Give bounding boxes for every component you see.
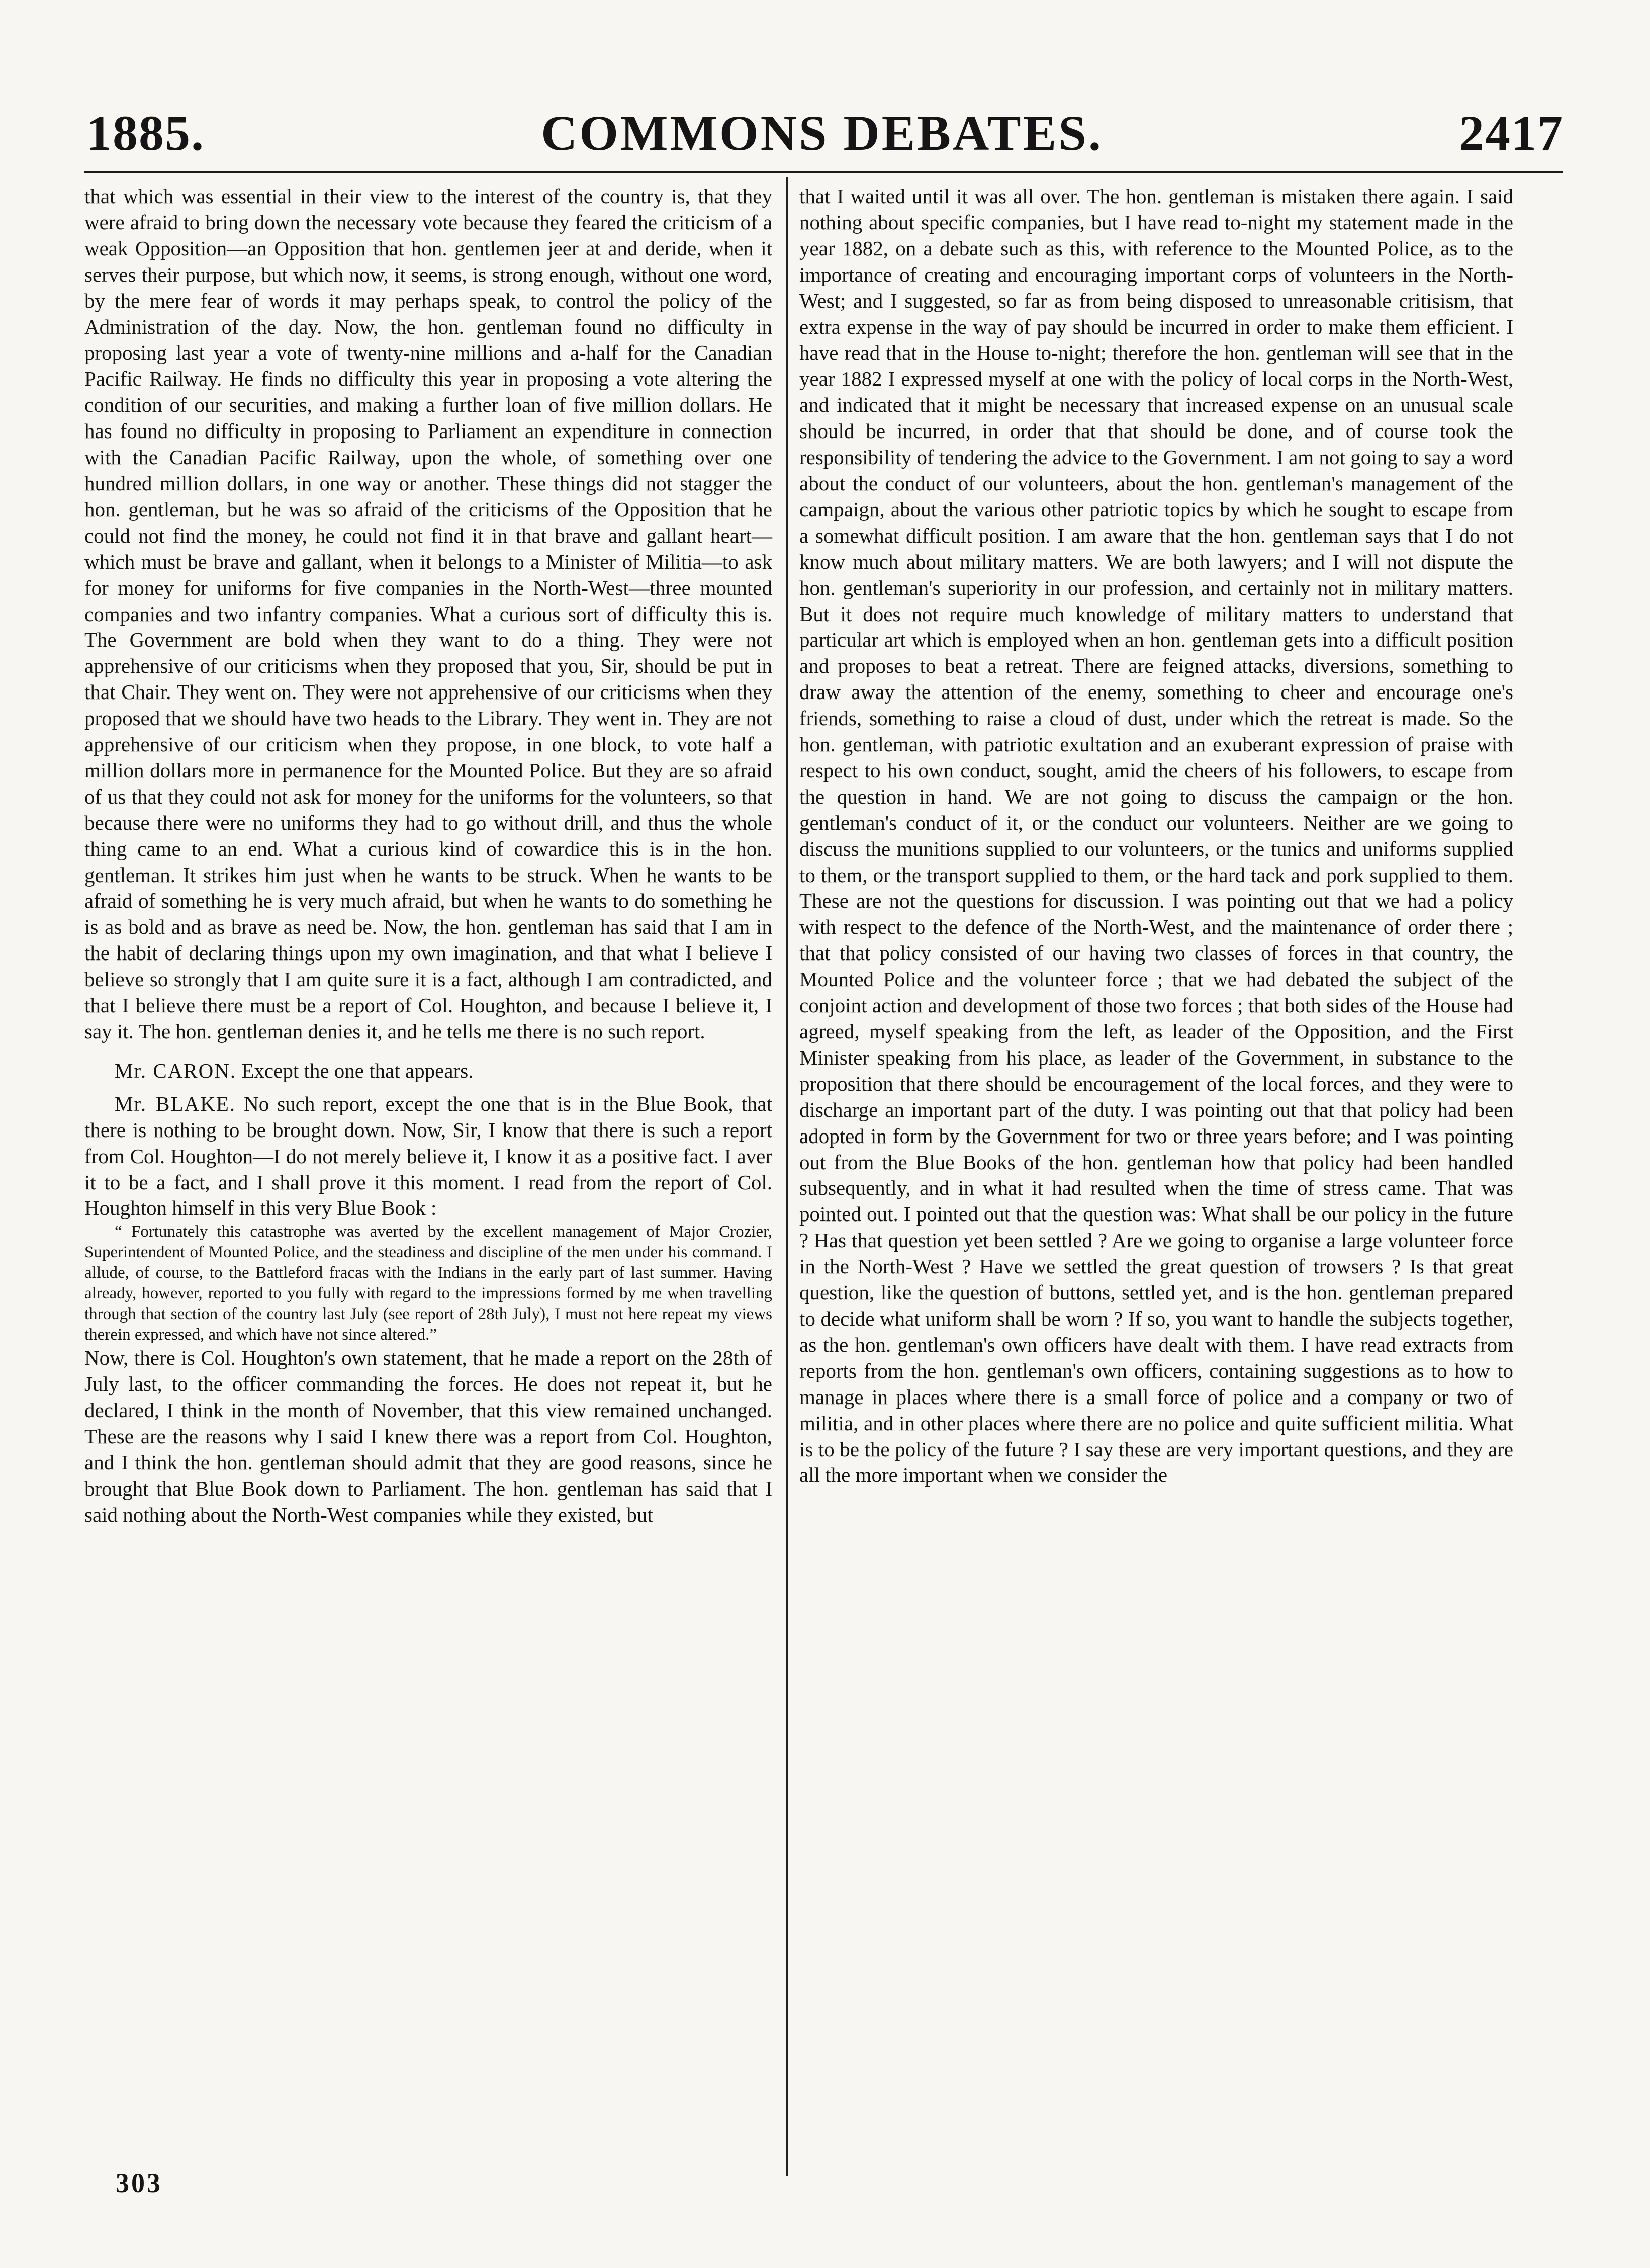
page-header (80, 103, 1564, 168)
header-rule (84, 171, 1563, 173)
speech-text: No such report, except the one that is in the Blue Book, that there is nothing to be brought down. Now, Sir, I know that there is such a report from Col. Houghton—I do not merely believe it, I know it as a positive fact. I aver it to be a fact, and I shall prove it this moment. I read from the report of Col. Houghton himself in this very Blue Book : (84, 1092, 773, 1220)
block-quote: “ Fortunately this catastrophe was averted by the excellent management of Major Crozier, Superintendent of Mounted Police, and the steadiness and discipline of the men under his command. I allude, of course, to the Battleford fracas with the Indians in the early part of last summer. Having already, however, reported to you fully with regard to the impressions formed by me when travelling through that section of the country last July (see report of 28th July), I must not here repeat my views therein expressed, and which have not since altered.” (84, 1223, 772, 1344)
speech-paragraph: that I waited until it was all over. The hon. gentleman is mistaken there again. I said nothing about specific companies, but I have read to-night my statement made in the year 1882, on a debate such as this, with reference to the Mounted Police, as to the importance of creating and encouraging important corps of volunteers in the North-West; and I suggested, so far as from being disposed to unreasonable critisism, that extra expense in the way of pay should be incurred in order to make them efficient. I have read that in the House to-night; therefore the hon. gentleman will see that in the year 1882 I expressed myself at one with the policy of local corps in the North-West, and indicated that it might be necessary that increased expense on an unusual scale should be incurred, in order that that should be done, and of course took the responsibility of tendering the advice to the Government. I am not going to say a word about the conduct of our volunteers, about the hon. gentleman's management of the campaign, about the various other patriotic topics by which he sought to escape from a somewhat difficult position. I am aware that the hon. gentleman says that I do not know much about military matters. We are both lawyers; and I will not dispute the hon. gentleman's superiority in our profession, and certainly not in military matters. But it does not require much knowledge of military matters to understand that particular art which is employed when an hon. gentleman gets into a difficult position and proposes to beat a retreat. There are feigned attacks, diversions, something to draw away the attention of the enemy, something to cheer and encourage one's friends, something to raise a cloud of dust, under which the retreat is made. So the hon. gentleman, with patriotic exultation and an exuberant expression of praise with respect to his own conduct, sought, amid the cheers of his followers, to escape from the question in hand. We are not going to discuss the campaign or the hon. gentleman's conduct of it, or the conduct our volunteers. Neither are we going to discuss the munitions supplied to our volunteers, or the tunics and uniforms supplied to them, or the transport supplied to them, or the hard tack and pork supplied to them. These are not the questions for discussion. I was pointing out that we had a policy with respect to the defence of the North-West, and the maintenance of order there ; that that policy consisted of our having two classes of forces in that country, the Mounted Police and the volunteer force ; that we had debated the subject of the conjoint action and development of those two forces ; that both sides of the House had agreed, myself speaking from the left, as leader of the Opposition, and the First Minister speaking from his place, as leader of the Government, in substance to the proposition that there should be encouragement of the local forces, and they were to discharge an important part of the duty. I was pointing out that that policy had been adopted in form by the Government for two or three years before; and I was pointing out from the Blue Books of the hon. gentleman how that policy had been handled subsequently, and in what it had resulted when the time of stress came. That was pointed out. I pointed out that the question was: What shall be our policy in the future ? Has that question yet been settled ? Are we going to organise a large volunteer force in the North-West ? Have we settled the great question of trowsers ? Is that great question, like the question of buttons, settled yet, and is the hon. gentleman prepared to decide what uniform shall be worn ? If so, you want to handle the subjects together, as the hon. gentleman's own officers have dealt with them. I have read extracts from reports from the hon. gentleman's own officers, containing suggestions as to how to manage in places where there is a small force of police and a company or two of militia, and in other places where there are no police and quite sufficient militia. What is to be the policy of the future ? I say these are very important questions, and they are all the more important when we consider the (799, 185, 1513, 1487)
left-column (84, 184, 772, 1528)
journal-title: COMMONS DEBATES. (541, 105, 1103, 161)
speech-blake (84, 1091, 772, 1222)
speaker-name: Mr. BLAKE. (115, 1092, 236, 1115)
speech-paragraph: that which was essential in their view to the interest of the country is, that they were afraid to bring down the necessary vote because they feared the criticism of a weak Opposition—an Opposition that hon. gentlemen jeer at and deride, when it serves their purpose, but which now, it seems, is strong enough, without one word, by the mere fear of words it may perhaps speak, to control the policy of the Administration of the day. Now, the hon. gentleman found no difficulty in proposing last year a vote of twenty-nine millions and a-half for the Canadian Pacific Railway. He finds no difficulty this year in proposing a vote altering the condition of our securities, and making a further loan of five million dollars. He has found no difficulty in proposing to Parliament an expenditure in connection with the Canadian Pacific Railway, upon the whole, of something over one hundred million dollars, in one way or another. These things did not stagger the hon. gentleman, but he was so afraid of the criticisms of the Opposition that he could not find the money, he could not find it in that brave and gallant heart—which must be brave and gallant, when it belongs to a Minister of Militia—to ask for money for uniforms for five companies in the North-West—three mounted companies and two infantry companies. What a curious sort of difficulty this is. The Government are bold when they want to do a thing. They were not apprehensive of our criticisms when they proposed that you, Sir, should be put in that Chair. They went on. They were not apprehensive of our criticisms when they proposed that we should have two heads to the Library. They went in. They are not apprehensive of our criticism when they propose, in one block, to vote half a million dollars more in permanence for the Mounted Police. But they are so afraid of us that they could not ask for money for the uniforms for the volunteers, so that because there were no uniforms they had to go without drill, and thus the whole thing came to an end. What a curious kind of cowardice this is in the hon. gentleman. It strikes him just when he wants to be struck. When he wants to be afraid of something he is very much afraid, but when he wants to do something he is as bold and as brave as need be. Now, the hon. gentleman has said that I am in the habit of declaring things upon my own imagination, and that what I believe I believe so strongly that I am quite sure it is a fact, although I am contradicted, and that I believe there must be a report of Col. Houghton, and because I believe it, I say it. The hon. gentleman denies it, and he tells me there is no such report. (84, 185, 772, 1043)
speaker-name: Mr. CARON. (115, 1059, 237, 1082)
paragraph-gap (84, 1045, 772, 1058)
page-number: 2417 (1459, 105, 1564, 161)
speech-text: Except the one that appears. (241, 1059, 474, 1082)
signature-mark: 303 (116, 2168, 162, 2198)
speech-paragraph: Now, there is Col. Houghton's own statement, that he made a report on the 28th of July last, to the officer commanding the forces. He does not repeat it, but he declared, I think in the month of November, that this view remained unchanged. These are the reasons why I said I knew there was a report from Col. Houghton, and I think the hon. gentleman should admit that they are good reasons, since he brought that Blue Book down to Parliament. The hon. gentleman has said that I said nothing about the North-West companies while they existed, but (84, 1346, 772, 1526)
right-column (799, 184, 1513, 1489)
paragraph-gap (84, 1084, 772, 1091)
speech-caron (84, 1058, 772, 1084)
column-divider (786, 177, 788, 2176)
header-year: 1885. (86, 105, 205, 161)
